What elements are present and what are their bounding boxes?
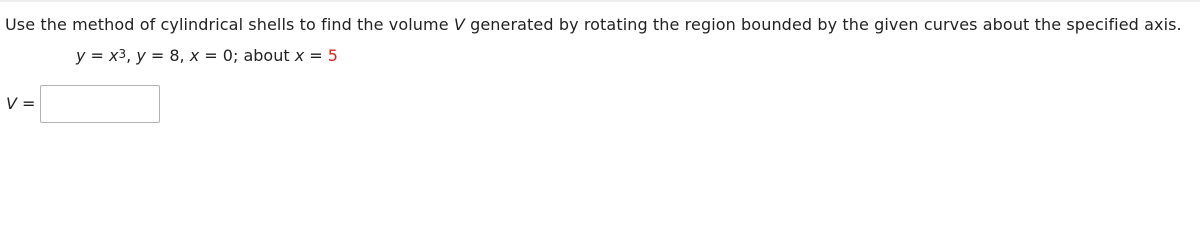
- question-part-1: Use the method of cylindrical shells to find the volume: [5, 15, 454, 34]
- answer-row: [6, 82, 160, 126]
- eq-y2-var: y: [136, 46, 146, 65]
- eq-y1-exponent: 3: [118, 47, 127, 61]
- answer-label-eq: =: [16, 94, 36, 113]
- question-part-2: generated by rotating the region bounded by the given curves about the specified axis.: [464, 15, 1182, 34]
- eq-axis-value: 5: [327, 46, 338, 65]
- eq-y1-var: y: [76, 46, 86, 65]
- eq-axis-eq: =: [304, 46, 328, 65]
- answer-label: [6, 93, 40, 115]
- eq-y1-eq: =: [85, 46, 110, 65]
- top-divider: [0, 0, 1200, 2]
- eq-x-rest: = 0; about: [199, 46, 295, 65]
- curves-equation: [76, 45, 338, 67]
- volume-answer-input[interactable]: [40, 85, 160, 123]
- eq-x-var: x: [189, 46, 200, 65]
- eq-y1-x: x: [109, 46, 119, 65]
- question-variable: V: [453, 15, 465, 34]
- answer-label-var: V: [6, 94, 17, 113]
- eq-axis-var: x: [294, 46, 305, 65]
- eq-y2-rest: = 8,: [145, 46, 190, 65]
- eq-sep-1: ,: [126, 46, 137, 65]
- question-text: [5, 14, 1182, 36]
